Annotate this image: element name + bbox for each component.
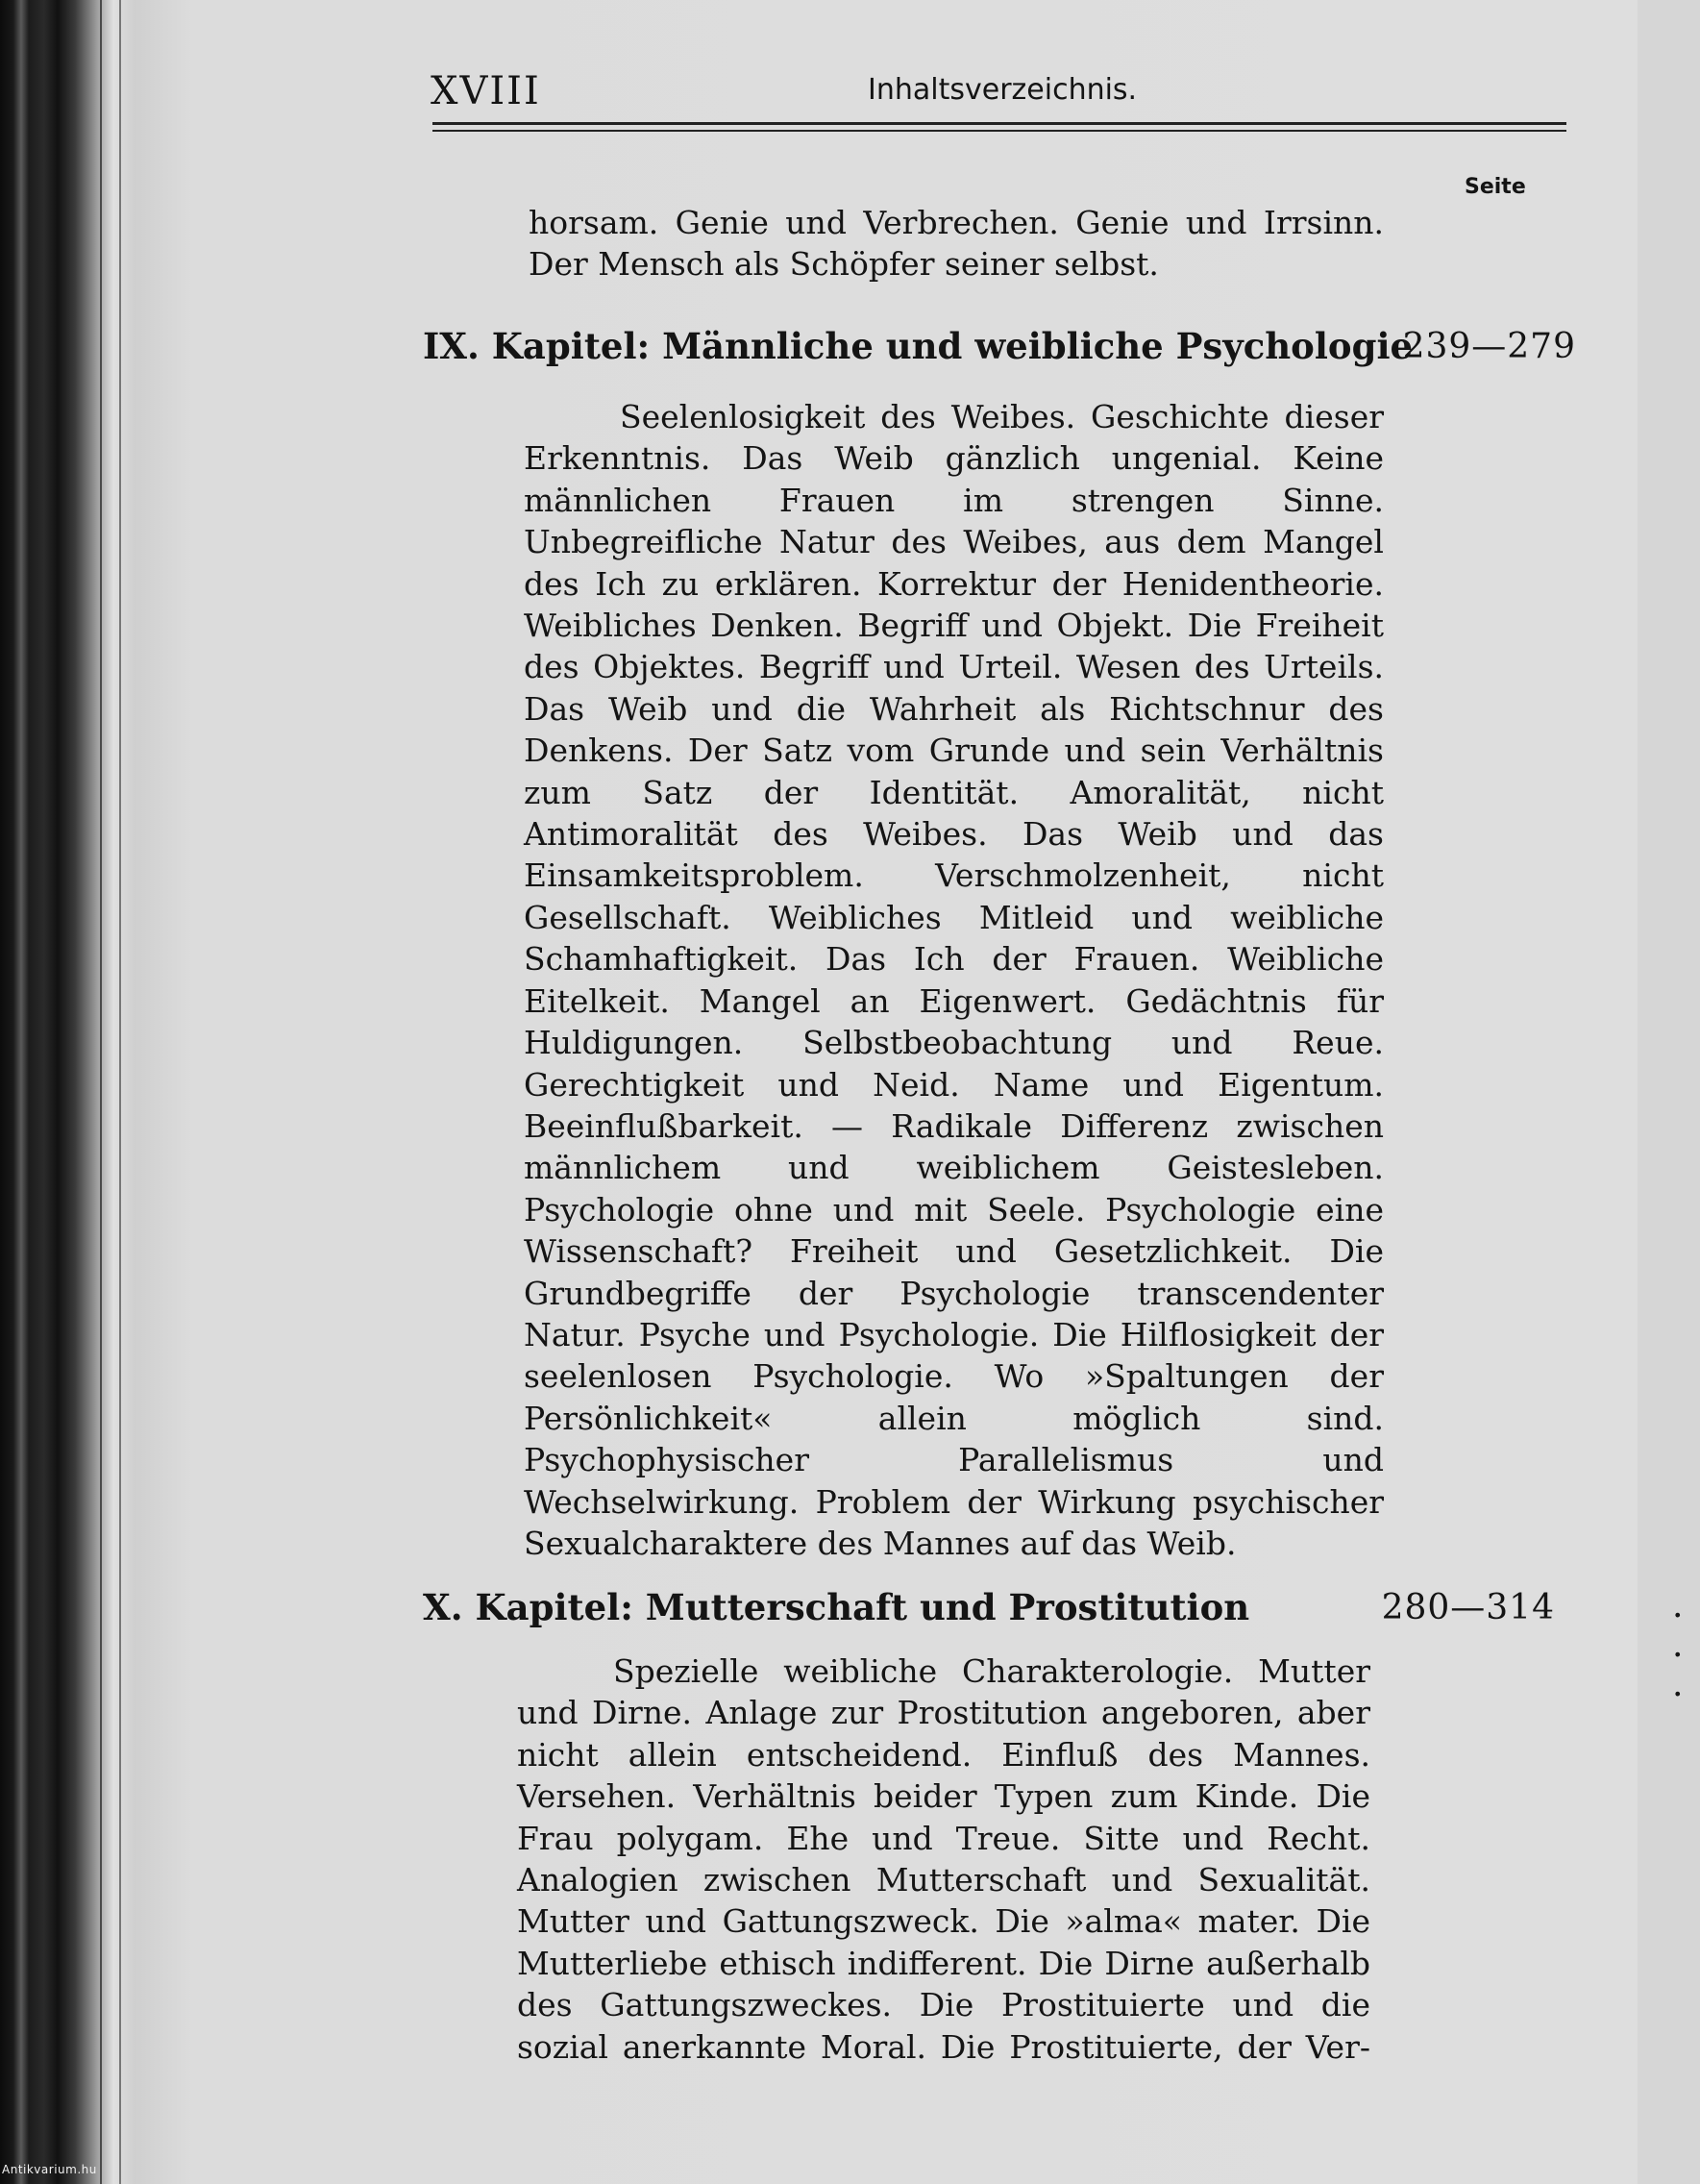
chapter-page-range: 280—314 (1381, 1588, 1555, 1627)
chapter-title: X. Kapitel: Mutterschaft und Prostitution (423, 1586, 1250, 1628)
watermark: Antikvarium.hu (2, 2163, 97, 2176)
chapter-heading-ix (423, 325, 1576, 377)
page-column-label: Seite (1465, 175, 1526, 199)
page-number: XVIII (431, 69, 541, 113)
continuation-text: horsam. Genie und Verbrechen. Genie und Irrsinn. Der Mensch als Schöpfer seiner selbst. (529, 204, 1384, 284)
page-header (431, 69, 1564, 117)
book-spine (0, 0, 135, 2184)
binding-edge (100, 0, 102, 2184)
running-title: Inhaltsverzeichnis. (868, 73, 1138, 107)
header-rule (432, 122, 1566, 125)
leader-dots: . . . (1672, 1586, 1700, 1704)
binding-edge (119, 0, 121, 2184)
chapter-title: IX. Kapitel: Männliche und weibliche Psychologie (423, 325, 1414, 367)
chapter-summary-ix: Seelenlosigkeit des Weibes. Geschichte dieser Erkenntnis. Das Weib gänzlich ungenial. Keine männlichen Frauen im strengen Sinne. Unbegreifliche Natur des Weibes, aus dem Mangel des Ich zu erklären. Korrektur der Henidentheorie. Weibliches Denken. Begriff und Objekt. Die Freiheit des Objektes. Begriff und Urteil. Wesen des Urteils. Das Weib und die Wahrheit als Richtschnur des Denkens. Der Satz vom Grunde und sein Verhältnis zum Satz der Identität. Amoralität, nicht Antimoralität des Weibes. Das Weib und das Einsamkeitsproblem. Verschmolzenheit, nicht Gesellschaft. Weibliches Mitleid und weibliche Schamhaftigkeit. Das Ich der Frauen. Weibliche Eitelkeit. Mangel an Eigenwert. Gedächtnis für Huldigungen. Selbstbeobachtung und Reue. Gerechtigkeit und Neid. Name und Eigentum. Beeinflußbarkeit. — Radikale Differenz zwischen männlichem und weiblichem Geistesleben. Psychologie ohne und mit Seele. Psychologie eine Wissenschaft? Freiheit und Gesetzlichkeit. Die Grundbegriffe der Psychologie transcendenter Natur. Psyche und Psychologie. Die Hilflosigkeit der seelenlosen Psychologie. Wo »Spaltungen der Persönlichkeit« allein möglich sind. Psychophysischer Parallelismus und Wechselwirkung. Problem der Wirkung psychischer Sexualcharaktere des Mannes auf das Weib. (524, 398, 1384, 1562)
chapter-heading-x (423, 1586, 1700, 1704)
chapter-summary-x: Spezielle weibliche Charakterologie. Mutter und Dirne. Anlage zur Prostitution angeboren, aber nicht allein entscheidend. Einfluß des Mannes. Versehen. Verhältnis beider Typen zum Kinde. Die Frau polygam. Ehe und Treue. Sitte und Recht. Analogien zwischen Mutterschaft und Sexualität. Mutter und Gattungszweck. Die »alma« mater. Die Mutterliebe ethisch indifferent. Die Dirne außerhalb des Gattungszweckes. Die Prostituierte und die sozial anerkannte Moral. Die Prostituierte, der Ver- (517, 1652, 1370, 2066)
chapter-page-range: 239—279 (1402, 327, 1576, 366)
header-rule (432, 130, 1566, 132)
